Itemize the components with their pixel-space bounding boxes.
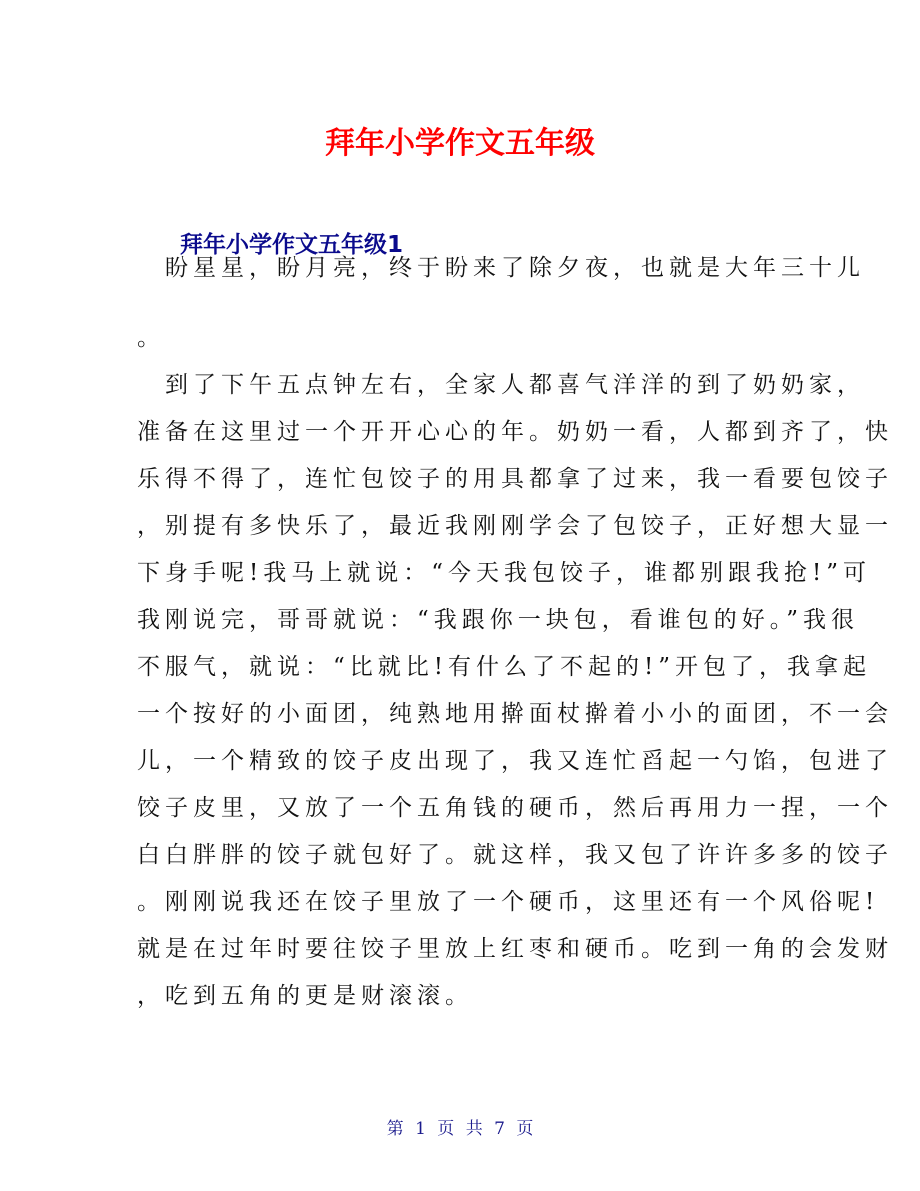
text-line: 不服气，就说：“比就比!有什么了不起的!”开包了，我拿起 (137, 654, 872, 680)
section-heading: 拜年小学作文五年级1 (180, 232, 404, 258)
text-line: 乐得不得了，连忙包饺子的用具都拿了过来，我一看要包饺子 (137, 466, 893, 492)
text-line: ，吃到五角的更是财滚滚。 (137, 983, 473, 1009)
page-number: 第 1 页 共 7 页 (386, 1119, 534, 1139)
text-line: 白白胖胖的饺子就包好了。就这样，我又包了许许多多的饺子 (137, 842, 893, 868)
text-line: 一个按好的小面团，纯熟地用擀面杖擀着小小的面团，不一会 (137, 701, 893, 727)
document-title: 拜年小学作文五年级 (325, 126, 595, 161)
text-line: 盼星星，盼月亮，终于盼来了除夕夜，也就是大年三十儿 (137, 255, 865, 281)
text-line: ，别提有多快乐了，最近我刚刚学会了包饺子，正好想大显一 (137, 513, 893, 539)
text-line: 就是在过年时要往饺子里放上红枣和硬币。吃到一角的会发财 (137, 936, 893, 962)
text-line: 。刚刚说我还在饺子里放了一个硬币，这里还有一个风俗呢! (137, 889, 880, 915)
text-line: 。 (137, 325, 165, 351)
text-line: 儿，一个精致的饺子皮出现了，我又连忙舀起一勺馅，包进了 (137, 748, 893, 774)
text-line: 下身手呢!我马上就说：“今天我包饺子，谁都别跟我抢!”可 (137, 560, 872, 586)
text-line: 饺子皮里，又放了一个五角钱的硬币，然后再用力一捏，一个 (137, 795, 893, 821)
text-line: 准备在这里过一个开开心心的年。奶奶一看，人都到齐了，快 (137, 419, 893, 445)
text-line: 到了下午五点钟左右，全家人都喜气洋洋的到了奶奶家， (137, 372, 865, 398)
text-line: 我刚说完，哥哥就说：“我跟你一块包，看谁包的好。”我很 (137, 607, 860, 633)
